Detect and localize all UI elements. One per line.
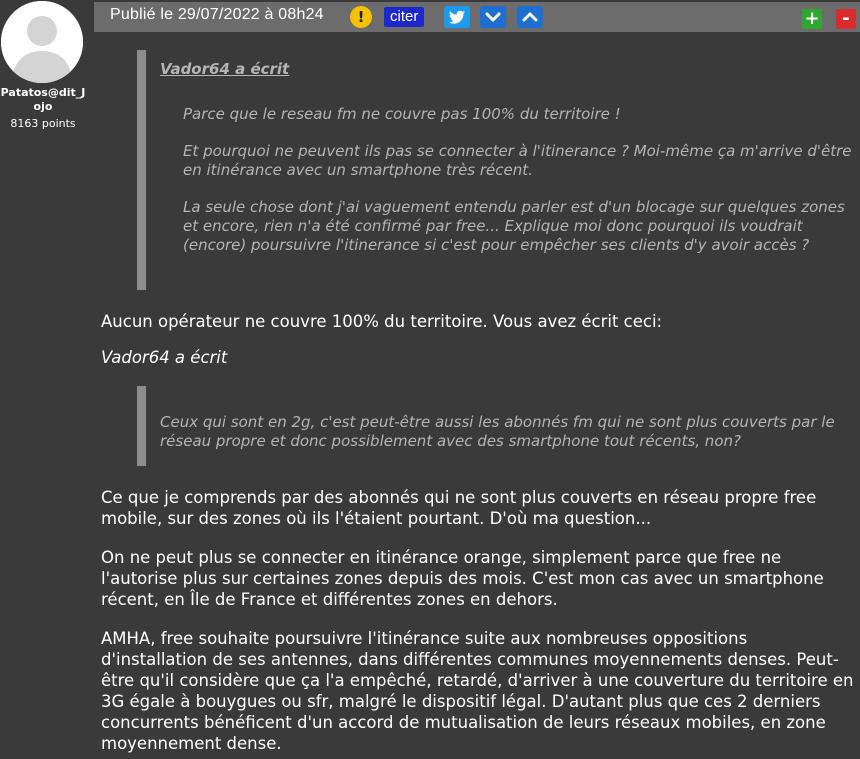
twitter-icon: [444, 6, 470, 28]
author-name[interactable]: Patatos@dit_Jojo: [0, 86, 86, 113]
user-avatar-icon[interactable]: [1, 1, 83, 83]
upvote-plus-button[interactable]: +: [802, 9, 822, 29]
quote-paragraph: La seule chose dont j'ai vaguement entendu parler est d'un blocage sur quelques zones et encore, rien n'a été confirmé par free... Explique moi donc pourquoi ils voudrait (encore) poursuivre l'itinerance si c'est pour empêcher ses clients d'y avoir accès ?: [183, 198, 845, 254]
post-date: Publié le 29/07/2022 à 08h24: [110, 6, 324, 23]
quote-paragraph: Et pourquoi ne peuvent ils pas se connecter à l'itinerance ? Moi-même ça m'arrive d'être en itinérance avec un smartphone très récent.: [183, 142, 852, 179]
post-paragraph: Aucun opérateur ne couvre 100% du territoire. Vous avez écrit ceci:: [101, 312, 663, 331]
quote-paragraph: Parce que le reseau fm ne couvre pas 100% du territoire !: [183, 105, 621, 123]
post-header: [94, 2, 860, 32]
chevron-down-icon: [480, 6, 506, 28]
author-points: 8163 points: [10, 117, 76, 130]
quote-author-inline: Vador64 a écrit: [101, 348, 228, 367]
post-paragraph: Ce que je comprends par des abonnés qui ne sont plus couverts en réseau propre free mobile, sur des zones où ils l'étaient pourtant. D'où ma question...: [101, 488, 817, 528]
twitter-share-button[interactable]: [444, 6, 470, 28]
scroll-up-button[interactable]: [517, 6, 543, 28]
quote-author-link[interactable]: Vador64 a écrit: [160, 60, 290, 78]
post-paragraph: AMHA, free souhaite poursuivre l'itinérance suite aux nombreuses oppositions d'installation de ses antennes, dans différentes communes moyennements denses. Peut-être qu'il considère que ça l'a empêché, retardé, d'arriver à une couverture du territoire en 3G égale à bouygues ou sfr, malgré le dispositif légal. D'autant plus que ces 2 derniers concurrents bénéficent d'un accord de mutualisation de leurs réseaux mobiles, en zone moyennement dense.: [101, 629, 854, 753]
quote-text: [183, 105, 855, 273]
report-warning-button[interactable]: !: [350, 6, 372, 28]
chevron-up-icon: [517, 6, 543, 28]
quote-bar: [137, 386, 146, 466]
post-paragraph: On ne peut plus se connecter en itinérance orange, simplement parce que free ne l'autorise plus sur certaines zones depuis des mois. C'est mon cas avec un smartphone récent, en Île de France et différentes zones en dehors.: [101, 548, 824, 609]
quote-text: Ceux qui sont en 2g, c'est peut-être aussi les abonnés fm qui ne sont plus couverts par le réseau propre et donc possiblement avec des smartphone tout récents, non?: [160, 413, 835, 450]
quote-button[interactable]: citer: [384, 7, 424, 27]
scroll-down-button[interactable]: [480, 6, 506, 28]
quote-bar: [137, 50, 146, 290]
downvote-minus-button[interactable]: -: [836, 9, 856, 29]
